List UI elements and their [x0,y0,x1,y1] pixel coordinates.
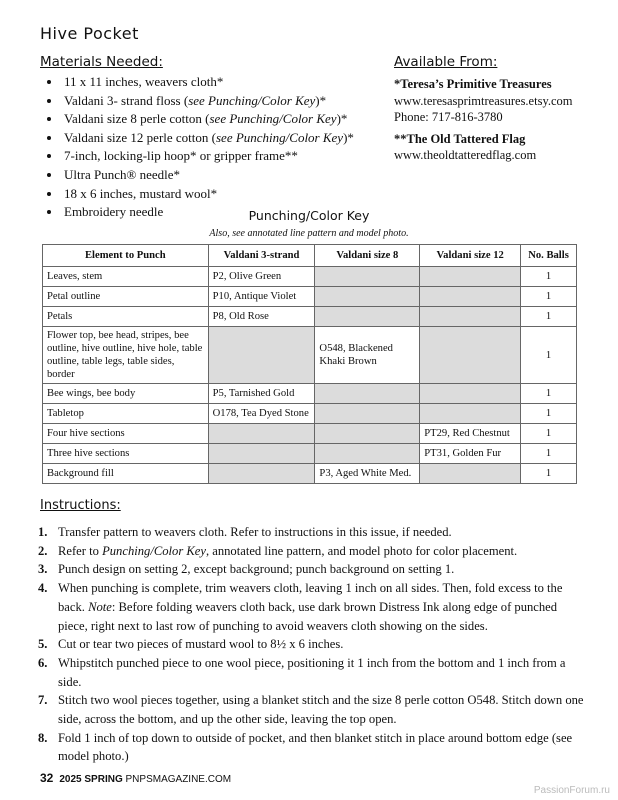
table-row [43,307,577,327]
table-cell [420,287,521,307]
source-phone: Phone: 717-816-3780 [394,110,503,124]
table-cell: 1 [521,327,577,384]
table-cell: 1 [521,464,577,484]
table-cell [208,444,315,464]
materials-item: • Valdani size 8 perle cotton (see Punching/Color Key)* [62,110,354,129]
table-cell: 1 [521,424,577,444]
color-key-subtitle: Also, see annotated line pattern and model photo. [209,228,409,239]
materials-item: • Valdani size 12 perle cotton (see Punching/Color Key)* [62,129,354,148]
table-row [43,384,577,404]
table-cell [315,444,420,464]
table-cell: Bee wings, bee body [43,384,209,404]
source-url[interactable]: www.teresasprimtreasures.etsy.com [394,93,573,108]
table-cell [420,404,521,424]
magazine-site: PNPSMAGAZINE.COM [125,774,232,785]
instruction-step: 8. Fold 1 inch of top down to outside of pocket, and then blanket stitch in place around bottom edge (see model photo.) [38,730,573,764]
column-header: Valdani size 12 [420,245,521,267]
instructions-heading: Instructions: [40,498,121,513]
available-sources [394,76,573,164]
table-row [43,287,577,307]
table-cell [315,287,420,307]
table-cell: 1 [521,287,577,307]
table-row [43,267,577,287]
instruction-step: 2. Refer to Punching/Color Key, annotated line pattern, and model photo for color placement. [38,543,518,558]
table-cell [208,464,315,484]
table-cell: Flower top, bee head, stripes, bee outline, hive outline, hive hole, table outline, table legs, table sides, border [43,327,209,384]
table-cell [315,267,420,287]
table-cell: P5, Tarnished Gold [208,384,315,404]
table-cell [420,464,521,484]
table-cell [420,307,521,327]
table-cell [315,307,420,327]
table-cell [315,384,420,404]
table-row [43,464,577,484]
table-cell: Four hive sections [43,424,209,444]
table-cell: P10, Antique Violet [208,287,315,307]
materials-list [34,73,354,222]
instruction-step: 6. Whipstitch punched piece to one wool piece, positioning it 1 inch from the bottom and 1 inch from a side. [38,655,566,689]
table-row [43,404,577,424]
instruction-step: 7. Stitch two wool pieces together, using a blanket stitch and the size 8 perle cotton O548. Stitch down one side, across the bottom, and up the other side, leaving the top open. [38,693,584,727]
table-cell: PT31, Golden Fur [420,444,521,464]
table-cell: Three hive sections [43,444,209,464]
table-header-row [43,245,577,267]
instructions-list [38,523,588,766]
table-cell: O178, Tea Dyed Stone [208,404,315,424]
table-cell [420,384,521,404]
table-cell [420,267,521,287]
table-cell [315,424,420,444]
materials-item: • 11 x 11 inches, weavers cloth* [62,73,354,92]
table-cell [315,404,420,424]
page-title: Hive Pocket [40,24,139,43]
table-cell: 1 [521,384,577,404]
table-cell: Petal outline [43,287,209,307]
watermark: PassionForum.ru [533,785,610,796]
source-name: *Teresa’s Primitive Treasures [394,77,552,91]
materials-item: • Valdani 3- strand floss (see Punching/Color Key)* [62,92,354,111]
source-name: **The Old Tattered Flag [394,131,526,146]
materials-heading: Materials Needed: [40,54,163,70]
table-cell: 1 [521,267,577,287]
table-cell: Background fill [43,464,209,484]
table-row [43,424,577,444]
page-footer [40,771,231,785]
table-cell [208,327,315,384]
page-number: 32 [40,771,54,785]
issue-season: 2025 SPRING [59,774,123,785]
source-url[interactable]: www.theoldtatteredflag.com [394,148,537,162]
instruction-step: 4. When punching is complete, trim weavers cloth, leaving 1 inch on all sides. Then, fold excess to the back. Note: Before folding weavers cloth back, use dark brown Distress Ink along edge of punched piece, right next to last row of punching to avoid weavers cloth showing on the sides. [38,581,563,633]
color-key-table [42,244,577,484]
table-row [43,444,577,464]
materials-item: • 7-inch, locking-lip hoop* or gripper frame** [62,147,354,166]
materials-item: • 18 x 6 inches, mustard wool* [62,185,354,204]
table-cell: O548, Blackened Khaki Brown [315,327,420,384]
table-cell: 1 [521,307,577,327]
materials-item: • Embroidery needle [62,203,354,222]
available-heading: Available From: [394,54,498,70]
table-cell: 1 [521,404,577,424]
color-key-title: Punching/Color Key [248,208,370,223]
table-cell [208,424,315,444]
instruction-step: 1. Transfer pattern to weavers cloth. Refer to instructions in this issue, if needed. [38,525,452,539]
table-cell: P3, Aged White Med. [315,464,420,484]
table-cell: Petals [43,307,209,327]
instruction-step: 3. Punch design on setting 2, except background; punch background on setting 1. [38,562,455,577]
table-cell: Leaves, stem [43,267,209,287]
column-header: No. Balls [521,245,577,267]
materials-item: • Ultra Punch® needle* [62,166,354,185]
table-row [43,327,577,384]
instruction-step: 5. Cut or tear two pieces of mustard wool to 8½ x 6 inches. [38,637,344,652]
column-header: Valdani size 8 [315,245,420,267]
table-cell [420,327,521,384]
table-cell: Tabletop [43,404,209,424]
table-cell: P2, Olive Green [208,267,315,287]
table-cell: PT29, Red Chestnut [420,424,521,444]
table-cell: 1 [521,444,577,464]
column-header: Element to Punch [43,245,209,267]
column-header: Valdani 3-strand [208,245,315,267]
table-cell: P8, Old Rose [208,307,315,327]
